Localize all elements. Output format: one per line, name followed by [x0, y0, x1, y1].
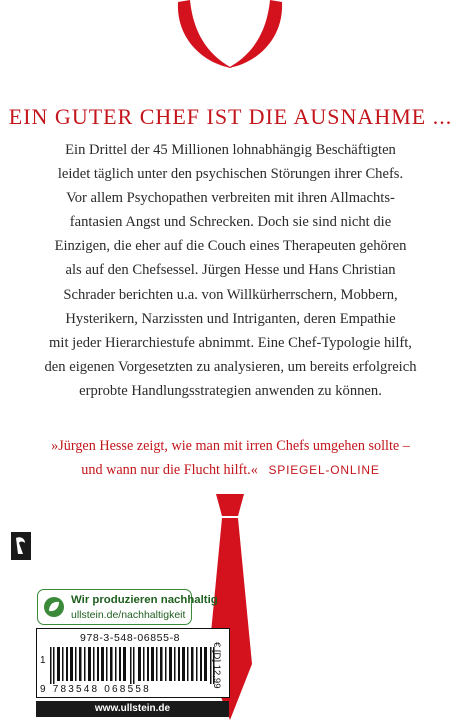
isbn-number: 978-3-548-06855-8 [80, 632, 181, 644]
left-horn-icon [178, 0, 232, 68]
blurb-line: erprobte Handlungsstrategien anwenden zu können. [79, 382, 382, 399]
blurb-line: als auf den Chefsessel. Jürgen Hesse und Hans Christian [65, 262, 396, 279]
blurb-line: leidet täglich unter den psychischen Störungen ihrer Chefs. [57, 166, 404, 183]
blurb-line: Hysterikern, Narzissten und Intriganten, deren Empathie [65, 310, 396, 327]
press-quote [0, 434, 461, 482]
blurb-line: Ein Drittel der 45 Millionen lohnabhängig Beschäftigten [65, 142, 396, 158]
quote-line-2 [0, 458, 461, 482]
sustainability-badge [37, 589, 218, 625]
eco-badge-url: ullstein.de/nachhaltigkeit [71, 609, 186, 621]
blurb-line: den eigenen Vorgesetzten zu analysieren, um bereits erfolgreich [44, 358, 417, 375]
eco-badge-title: Wir produzieren nachhaltig [71, 594, 218, 606]
blurb-line: Vor allem Psychopathen verbreiten mit ihren Allmachts- [66, 190, 395, 207]
blurb-text [30, 138, 431, 403]
quote-source: SPIEGEL-ONLINE [268, 463, 380, 477]
barcode-side-digit: 1 [40, 655, 46, 666]
blurb-line: Schrader berichten u.a. von Willkürherrschern, Mobbern, [63, 286, 398, 303]
ullstein-logo [11, 532, 31, 560]
price-text: € [D] 12,99 [211, 642, 222, 689]
blurb-line: fantasien Angst und Schrecken. Doch sie sind nicht die [69, 214, 392, 231]
publisher-url: www.ullstein.de [36, 701, 229, 717]
barcode-bars [50, 647, 218, 685]
right-horn-icon [228, 0, 282, 68]
devil-horns-illustration [0, 0, 461, 80]
leaf-icon [43, 596, 65, 618]
quote-line-2-text: und wann nur die Flucht hilft.« [81, 462, 258, 478]
quote-line-1: »Jürgen Hesse zeigt, wie man mit irren Chefs umgehen sollte – [51, 438, 410, 454]
price-label [206, 640, 222, 690]
blurb-line: Einzigen, die eher auf die Couch eines Therapeuten gehören [54, 238, 407, 255]
barcode-digits: 9 783548 068558 [40, 684, 220, 695]
blurb-line: mit jeder Hierarchiestufe abnimmt. Eine Chef-Typologie hilft, [49, 334, 412, 351]
headline: EIN GUTER CHEF IST DIE AUSNAHME ... [8, 104, 453, 129]
